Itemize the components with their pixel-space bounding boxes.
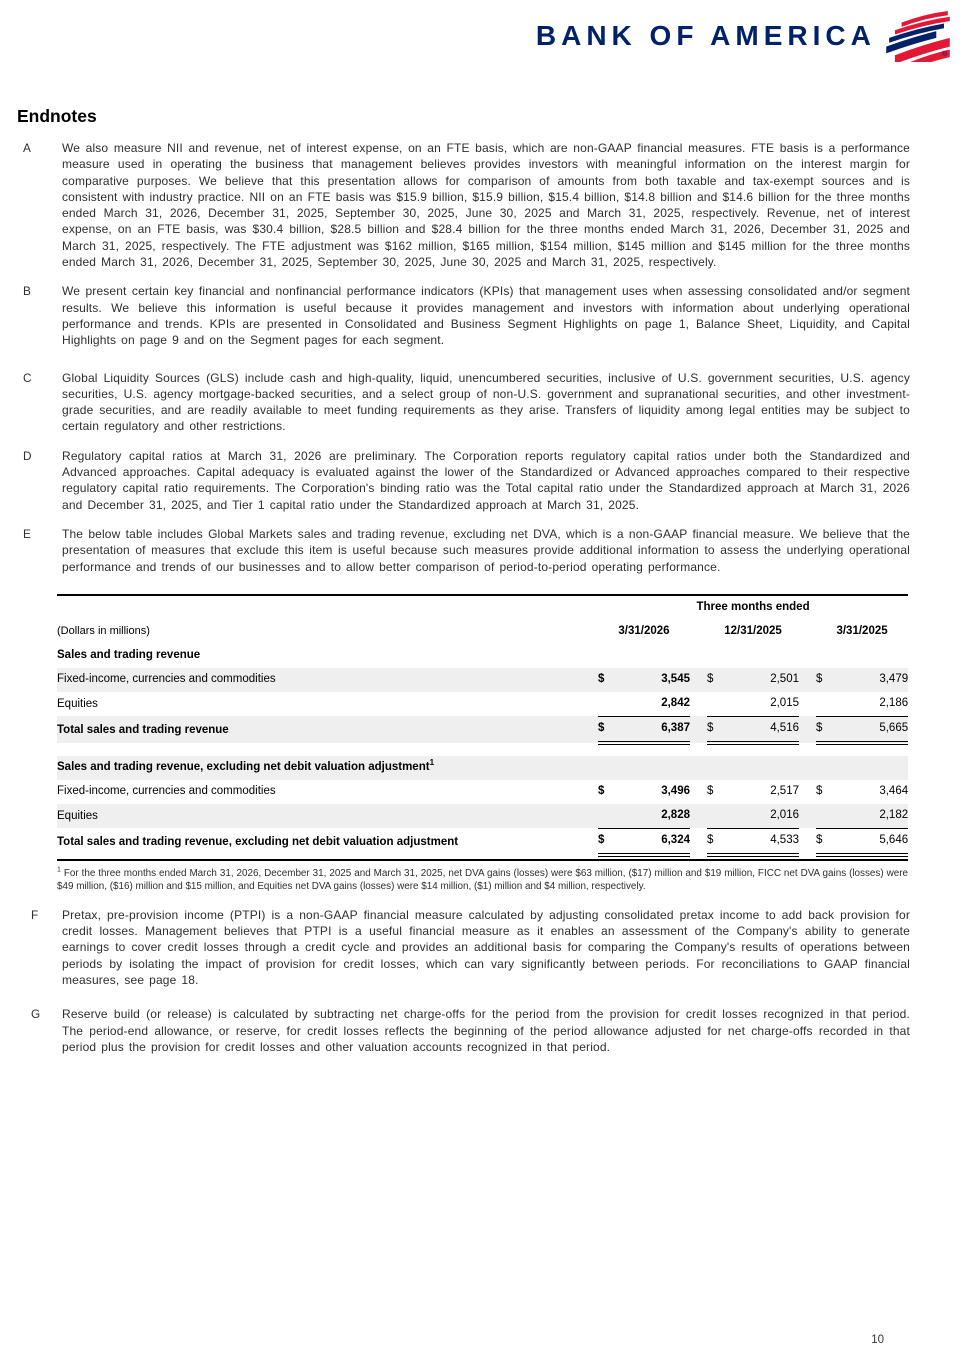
value-cell: 2,517	[770, 785, 799, 798]
section-header: Sales and trading revenue, excluding net debit valuation adjustment$^1$	[57, 758, 435, 774]
gap-cell	[690, 716, 707, 743]
gap-cell	[799, 780, 816, 804]
endnote-c	[17, 370, 910, 435]
gap-cell	[799, 692, 816, 717]
row-label: Fixed-income, currencies and commodities	[57, 785, 276, 798]
gap-cell	[799, 804, 816, 829]
value-cell: 2,015	[729, 692, 799, 717]
gap-cell	[799, 828, 816, 855]
column-header-1: 3/31/2026	[618, 625, 670, 638]
endnote-text: We also measure NII and revenue, net of interest expense, on an FTE basis, which are non-GAAP financial measures. FTE basis is a performance measure used in operating the business that management believes provides investors with meaningful information on the interest margin for comparative purposes. We believe that this presentation allows for comparison of amounts from both taxable and tax-exempt sources and is consistent with industry practice. NII on an FTE basis was $15.9 billion, $15.9 billion, $15.4 billion, $14.8 billion and $14.6 billion for the three months ended March 31, 2026, December 31, 2025, September 30, 2025, June 30, 2025 and March 31, 2025, respectively. Revenue, net of interest expense, on an FTE basis, was $30.4 billion, $28.5 billion and $28.4 billion for the three months ended March 31, 2026, December 31, 2025 and March 31, 2025, respectively. The FTE adjustment was $162 million, $165 million, $154 million, $145 million and $145 million for the three months ended March 31, 2026, December 31, 2025, September 30, 2025, June 30, 2025 and March 31, 2025, respectively.	[62, 141, 910, 270]
period-group-header: Three months ended	[696, 601, 810, 614]
column-header-2: 12/31/2025	[724, 625, 782, 638]
endnote-text: Regulatory capital ratios at March 31, 2026 are preliminary. The Corporation reports regulatory capital ratios under both the Standardized and Advanced approaches. Capital adequacy is evaluated against the lower of the Standardized or Advanced approaches compared to their respective regulatory capital ratio requirements. The Corporation's binding ratio was the Total capital ratio under the Standardized approach at March 31, 2026 and December 31, 2025, and Tier 1 capital ratio under the Standardized approach at March 31, 2025.	[62, 448, 910, 512]
empty-dollar-cell	[707, 692, 729, 717]
section1-header-row	[57, 644, 908, 668]
endnote-text: Pretax, pre-provision income (PTPI) is a non-GAAP financial measure calculated by adjusting consolidated pretax income to add back provision for credit losses. Management believes that PTPI is a useful financial measure as it enables an assessment of the Company's ability to generate earnings to cover credit losses through a credit cycle and provides an additional basis for comparing the Company's results of operations between periods by isolating the impact of provision for credit losses, which can vary significantly between periods. For reconciliations to GAAP financial measures, see page 18.	[62, 907, 910, 988]
bank-logo-wordmark: BANK OF AMERICA	[535, 20, 876, 51]
dollar-sign: $	[707, 828, 729, 855]
endnote-letter: A	[23, 141, 31, 155]
value-cell: 4,516	[729, 716, 799, 743]
gap-cell	[799, 668, 816, 692]
sales-trading-table-wrap	[57, 594, 908, 861]
registered-trademark: ®	[941, 51, 947, 58]
endnote-letter: F	[31, 907, 39, 922]
units-label: (Dollars in millions)	[57, 625, 150, 638]
total-label: Total sales and trading revenue, excluding net debit valuation adjustment	[57, 836, 459, 849]
footnote-reference: 1	[429, 758, 435, 768]
spacer-row	[57, 855, 908, 860]
value-cell: 4,533	[729, 828, 799, 855]
endnote-g	[17, 1006, 910, 1055]
empty-dollar-cell	[707, 804, 729, 829]
endnote-letter: C	[23, 370, 32, 385]
row-label: Equities	[57, 697, 98, 710]
endnote-letter: D	[23, 448, 32, 463]
column-header-3: 3/31/2025	[836, 625, 888, 638]
value-cell: 3,464	[879, 785, 909, 798]
value-cell: 5,665	[838, 716, 908, 743]
footnote-text: For the three months ended March 31, 2026, December 31, 2025 and March 31, 2025, net DVA gains (losses) were $63 million, ($17) million and $19 million, FICC net DVA gains (losses) were $49 million, ($16) million and $15 million, and Equities net DVA gains (losses) were $14 million, ($1) million and $4 million, respectively.	[57, 867, 908, 892]
gap-cell	[799, 620, 816, 644]
table-row-ficc	[57, 668, 908, 692]
table-footnote	[57, 867, 908, 893]
empty-dollar-cell	[816, 804, 838, 829]
table-row-equities-ex-dva	[57, 804, 908, 829]
table-total-row-ex-dva	[57, 828, 908, 855]
gap-cell	[690, 804, 707, 829]
sales-trading-table	[57, 594, 908, 861]
value-cell: 5,646	[838, 828, 908, 855]
empty-dollar-cell	[598, 804, 620, 829]
value-cell: 3,479	[879, 673, 909, 686]
endnote-e	[17, 526, 910, 575]
empty-cell	[57, 595, 598, 620]
value-cell: 2,842	[620, 692, 690, 717]
column-header-row	[57, 620, 908, 644]
value-cell: 3,496	[661, 785, 690, 798]
dollar-sign: $	[816, 785, 823, 798]
value-cell: 2,501	[770, 673, 799, 686]
dollar-sign: $	[598, 828, 620, 855]
dollar-sign: $	[707, 673, 714, 686]
table-row-ficc-ex-dva	[57, 780, 908, 804]
bofa-flag-icon	[886, 10, 950, 62]
dollar-sign: $	[598, 785, 605, 798]
endnote-a	[17, 140, 910, 270]
footnote-marker: 1	[57, 866, 61, 874]
row-label: Equities	[57, 809, 98, 822]
section-header: Sales and trading revenue	[57, 649, 201, 662]
period-group-header-row	[57, 595, 908, 620]
endnote-letter: G	[31, 1007, 41, 1022]
endnote-text: We present certain key financial and nonfinancial performance indicators (KPIs) that management uses when assessing consolidated and/or segment results. We believe this information is useful because it provides management and investors with information about underlying operational performance and trends. KPIs are presented in Consolidated and Business Segment Highlights on page 1, Balance Sheet, Liquidity, and Capital Highlights on page 9 and on the Segment pages for each segment.	[62, 284, 910, 348]
section2-header-row	[57, 756, 908, 780]
value-cell: 2,182	[838, 804, 908, 829]
gap-cell	[690, 692, 707, 717]
bank-of-america-logo	[536, 10, 947, 62]
endnote-text: Reserve build (or release) is calculated by subtracting net charge-offs for the period from the provision for credit losses recognized in that period. The period-end allowance, or reserve, for credit losses reflects the beginning of the period allowance adjusted for net charge-offs recorded in that period plus the provision for credit losses and other valuation accounts recognized in that period.	[62, 1007, 910, 1054]
dollar-sign: $	[816, 673, 823, 686]
page-title: Endnotes	[17, 106, 97, 126]
page-number: 10	[871, 1334, 884, 1346]
endnote-letter: E	[23, 526, 31, 541]
gap-cell	[690, 828, 707, 855]
row-label: Fixed-income, currencies and commodities	[57, 673, 276, 686]
dollar-sign: $	[816, 828, 838, 855]
empty-dollar-cell	[598, 692, 620, 717]
endnote-d	[17, 448, 910, 513]
value-cell: 2,016	[729, 804, 799, 829]
total-label: Total sales and trading revenue	[57, 724, 229, 737]
dollar-sign: $	[707, 785, 714, 798]
gap-cell	[799, 716, 816, 743]
value-cell: 6,324	[620, 828, 690, 855]
gap-cell	[690, 780, 707, 804]
endnote-letter: B	[23, 284, 31, 299]
endnote-text: The below table includes Global Markets sales and trading revenue, excluding net DVA, which is a non-GAAP financial measure. We believe that the presentation of measures that exclude this item is useful because such measures provide additional information to assess the underlying operational performance and trends of our businesses and to allow better comparison of period-to-period operating performance.	[62, 526, 910, 574]
gap-cell	[690, 668, 707, 692]
dollar-sign: $	[598, 673, 605, 686]
value-cell: 6,387	[620, 716, 690, 743]
dollar-sign: $	[598, 716, 620, 743]
table-row-equities	[57, 692, 908, 717]
endnote-text: Global Liquidity Sources (GLS) include cash and high-quality, liquid, unencumbered securities, inclusive of U.S. government securities, U.S. agency securities, U.S. agency mortgage-backed securities, and a select group of non-U.S. government and supranational securities, and other investment-grade securities, and are readily available to meet funding requirements as they arise. Transfers of liquidity among legal entities may be subject to certain regulatory and other restrictions.	[62, 370, 910, 434]
empty-dollar-cell	[816, 692, 838, 717]
dollar-sign: $	[707, 716, 729, 743]
endnote-f	[17, 907, 910, 988]
spacer-row	[57, 743, 908, 756]
endnote-b	[17, 283, 910, 348]
table-total-row	[57, 716, 908, 743]
value-cell: 2,186	[838, 692, 908, 717]
value-cell: 3,545	[661, 673, 690, 686]
gap-cell	[690, 620, 707, 644]
value-cell: 2,828	[620, 804, 690, 829]
dollar-sign: $	[816, 716, 838, 743]
